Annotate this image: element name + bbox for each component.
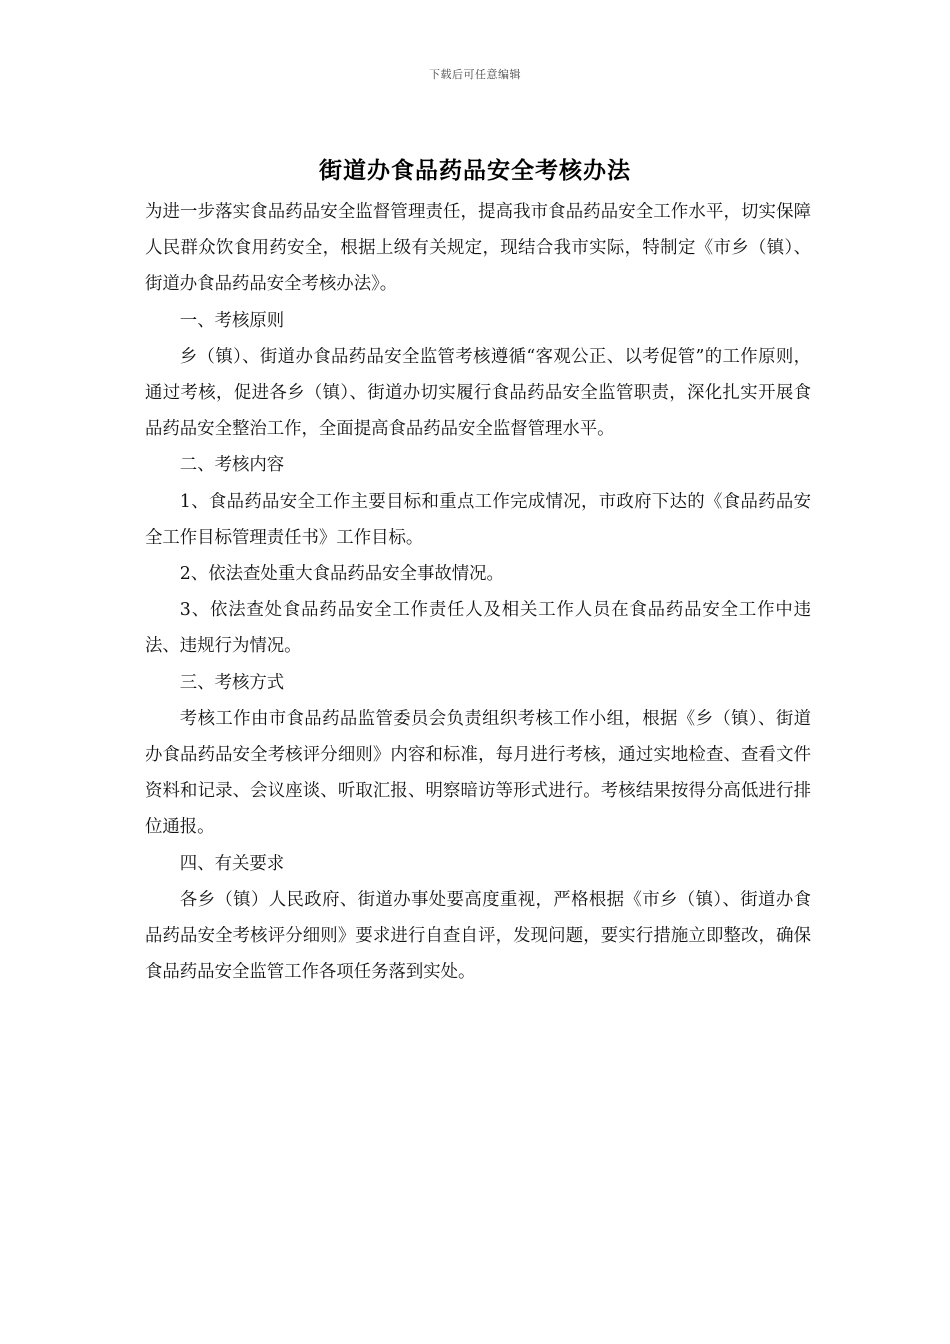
document-title: 街道办食品药品安全考核办法 — [319, 157, 631, 184]
requirements-paragraph: 各乡（镇）人民政府、街道办事处要高度重视，严格根据《市乡（镇）、街道办食品药品安全考核评分细则》要求进行自查自评，发现问题，要实行措施立即整改，确保食品药品安全监管工作各项任务落到实处。 — [145, 889, 811, 983]
header-note: 下载后可任意编辑 — [429, 68, 521, 81]
section-heading-principles: 一、考核原则 — [179, 310, 285, 331]
content-item-1: 1、食品药品安全工作主要目标和重点工作完成情况，市政府下达的《食品药品安全工作目标管理责任书》工作目标。 — [145, 491, 811, 548]
section-heading-method: 三、考核方式 — [179, 672, 285, 693]
content-item-3: 3、依法查处食品药品安全工作责任人及相关工作人员在食品药品安全工作中违法、违规行为情况。 — [145, 600, 811, 657]
section-heading-content: 二、考核内容 — [179, 455, 285, 476]
section-heading-requirements: 四、有关要求 — [179, 853, 285, 874]
intro-paragraph: 为进一步落实食品药品安全监督管理责任，提高我市食品药品安全工作水平，切实保障人民群众饮食用药安全，根据上级有关规定，现结合我市实际，特制定《市乡（镇）、街道办食品药品安全考核办法》。 — [145, 202, 811, 295]
principles-paragraph: 乡（镇）、街道办食品药品安全监管考核遵循“客观公正、以考促管”的工作原则，通过考核，促进各乡（镇）、街道办切实履行食品药品安全监管职责，深化扎实开展食品药品安全整治工作，全面提高食品药品安全监督管理水平。 — [145, 346, 811, 440]
method-paragraph: 考核工作由市食品药品监管委员会负责组织考核工作小组，根据《乡（镇）、街道办食品药品安全考核评分细则》内容和标准，每月进行考核，通过实地检查、查看文件资料和记录、会议座谈、听取汇报、明察暗访等形式进行。考核结果按得分高低进行排位通报。 — [145, 708, 811, 838]
document-body — [145, 194, 811, 990]
content-item-2: 2、依法查处重大食品药品安全事故情况。 — [179, 564, 504, 585]
